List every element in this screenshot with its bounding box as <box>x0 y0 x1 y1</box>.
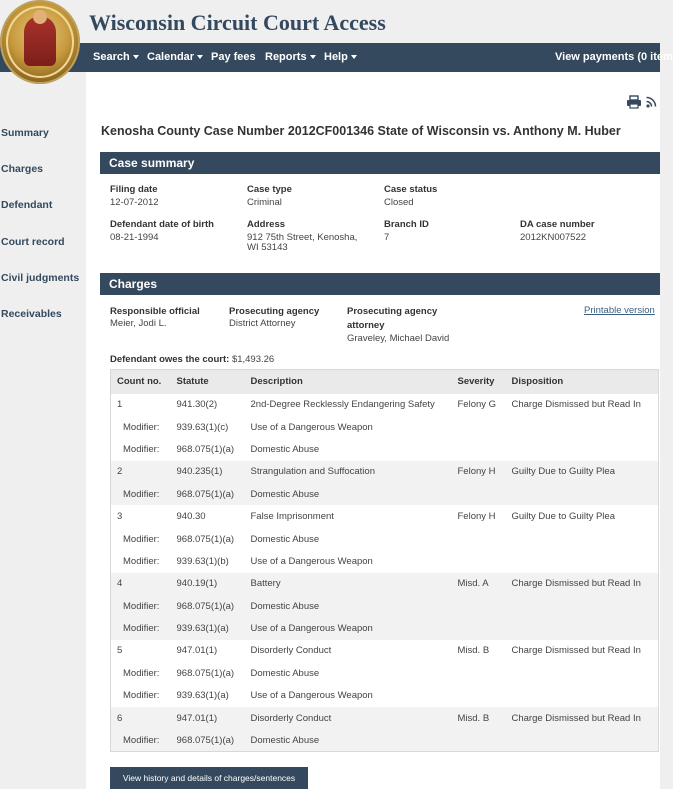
statute-cell: 941.30(2) <box>171 394 245 416</box>
modifier-label: Modifier: <box>111 617 171 639</box>
view-history-button[interactable]: View history and details of charges/sentences <box>110 767 308 789</box>
column-header-statute[interactable]: Statute <box>171 370 245 394</box>
statute-cell: 939.63(1)(a) <box>171 685 245 707</box>
modifier-row <box>111 595 659 617</box>
nav-search-label: Search <box>93 51 130 63</box>
chevron-down-icon <box>197 55 203 59</box>
table-row <box>111 505 659 527</box>
severity-cell <box>452 662 506 684</box>
description-cell: Use of a Dangerous Weapon <box>245 685 452 707</box>
modifier-label: Modifier: <box>111 729 171 751</box>
count-cell: 2 <box>111 461 171 483</box>
nav-help[interactable] <box>324 51 357 63</box>
amount-owed-value: $1,493.26 <box>231 354 275 365</box>
nav-pay-fees[interactable]: Pay fees <box>211 51 256 63</box>
nav-help-label: Help <box>324 51 348 63</box>
disposition-cell <box>506 528 659 550</box>
filing-date-label: Filing date <box>110 184 158 195</box>
disposition-cell <box>506 617 659 639</box>
table-row <box>111 573 659 595</box>
statute-cell: 939.63(1)(b) <box>171 550 245 572</box>
description-cell: 2nd-Degree Recklessly Endangering Safety <box>245 394 452 416</box>
description-cell: Use of a Dangerous Weapon <box>245 416 452 438</box>
rss-icon[interactable] <box>646 98 655 108</box>
address-line1: 912 75th Street, Kenosha, <box>247 232 358 243</box>
responsible-official-label: Responsible official <box>110 306 200 317</box>
disposition-cell <box>506 416 659 438</box>
severity-cell <box>452 595 506 617</box>
branch-id-value: 7 <box>384 232 390 243</box>
modifier-row <box>111 729 659 751</box>
column-header-disposition[interactable]: Disposition <box>506 370 659 394</box>
count-cell: 4 <box>111 573 171 595</box>
severity-cell: Felony G <box>452 394 506 416</box>
case-status-value: Closed <box>384 197 414 208</box>
agency-attorney-label-line1: Prosecuting agency <box>347 306 438 317</box>
description-cell: Disorderly Conduct <box>245 640 452 662</box>
severity-cell: Misd. B <box>452 640 506 662</box>
toolbar-icon-strip <box>626 95 660 109</box>
severity-cell: Felony H <box>452 461 506 483</box>
modifier-label: Modifier: <box>111 662 171 684</box>
description-cell: Domestic Abuse <box>245 662 452 684</box>
modifier-label: Modifier: <box>111 438 171 460</box>
modifier-label: Modifier: <box>111 416 171 438</box>
description-cell: Domestic Abuse <box>245 528 452 550</box>
dob-label: Defendant date of birth <box>110 219 214 230</box>
court-seal-logo[interactable] <box>0 0 80 84</box>
statute-cell: 939.63(1)(c) <box>171 416 245 438</box>
severity-cell <box>452 528 506 550</box>
statute-cell: 947.01(1) <box>171 640 245 662</box>
severity-cell <box>452 438 506 460</box>
modifier-label: Modifier: <box>111 528 171 550</box>
da-case-number-label: DA case number <box>520 219 595 230</box>
severity-cell: Felony H <box>452 505 506 527</box>
description-cell: Domestic Abuse <box>245 595 452 617</box>
branch-id-label: Branch ID <box>384 219 429 230</box>
statute-cell: 940.30 <box>171 505 245 527</box>
modifier-row <box>111 528 659 550</box>
nav-view-payments[interactable]: View payments (0 item <box>555 51 673 63</box>
sidebar-item-defendant[interactable]: Defendant <box>1 199 53 211</box>
sidebar-item-summary[interactable]: Summary <box>1 127 49 139</box>
count-cell: 6 <box>111 707 171 729</box>
charges-header: Charges <box>100 273 660 295</box>
chevron-down-icon <box>133 55 139 59</box>
case-status-label: Case status <box>384 184 438 195</box>
severity-cell <box>452 550 506 572</box>
column-header-severity[interactable]: Severity <box>452 370 506 394</box>
disposition-cell: Charge Dismissed but Read In <box>506 707 659 729</box>
modifier-label: Modifier: <box>111 595 171 617</box>
site-title[interactable]: Wisconsin Circuit Court Access <box>89 10 386 35</box>
address-line2: WI 53143 <box>247 242 288 253</box>
description-cell: Use of a Dangerous Weapon <box>245 550 452 572</box>
dob-value: 08-21-1994 <box>110 232 159 243</box>
nav-calendar-label: Calendar <box>147 51 195 63</box>
description-cell: Domestic Abuse <box>245 438 452 460</box>
statute-cell: 940.235(1) <box>171 461 245 483</box>
description-cell: Use of a Dangerous Weapon <box>245 617 452 639</box>
table-row <box>111 461 659 483</box>
site-header <box>0 0 660 43</box>
statute-cell: 968.075(1)(a) <box>171 729 245 751</box>
statute-cell: 968.075(1)(a) <box>171 662 245 684</box>
count-cell: 5 <box>111 640 171 662</box>
disposition-cell <box>506 550 659 572</box>
count-cell: 3 <box>111 505 171 527</box>
print-icon[interactable] <box>627 96 641 108</box>
disposition-cell: Charge Dismissed but Read In <box>506 640 659 662</box>
disposition-cell <box>506 685 659 707</box>
column-header-count[interactable]: Count no. <box>111 370 171 394</box>
description-cell: Strangulation and Suffocation <box>245 461 452 483</box>
table-header-row <box>111 370 659 394</box>
description-cell: Domestic Abuse <box>245 483 452 505</box>
modifier-label: Modifier: <box>111 483 171 505</box>
top-nav <box>0 43 673 72</box>
count-cell: 1 <box>111 394 171 416</box>
statute-cell: 968.075(1)(a) <box>171 528 245 550</box>
nav-reports[interactable] <box>265 51 316 63</box>
chevron-down-icon <box>351 55 357 59</box>
statute-cell: 947.01(1) <box>171 707 245 729</box>
toolbar-icons <box>626 95 660 114</box>
modifier-row <box>111 662 659 684</box>
modifier-label: Modifier: <box>111 550 171 572</box>
filing-date-value: 12-07-2012 <box>110 197 159 208</box>
case-type-label: Case type <box>247 184 292 195</box>
disposition-cell <box>506 483 659 505</box>
table-row <box>111 707 659 729</box>
table-row <box>111 394 659 416</box>
disposition-cell: Charge Dismissed but Read In <box>506 573 659 595</box>
amount-owed <box>110 354 274 365</box>
statute-cell: 968.075(1)(a) <box>171 438 245 460</box>
disposition-cell <box>506 438 659 460</box>
description-cell: Disorderly Conduct <box>245 707 452 729</box>
disposition-cell: Guilty Due to Guilty Plea <box>506 461 659 483</box>
severity-cell: Misd. A <box>452 573 506 595</box>
da-case-number-value: 2012KN007522 <box>520 232 587 243</box>
nav-calendar[interactable] <box>147 51 203 63</box>
agency-attorney-value: Graveley, Michael David <box>347 333 450 344</box>
sidebar-item-charges[interactable]: Charges <box>1 163 44 175</box>
severity-cell: Misd. B <box>452 707 506 729</box>
table-row <box>111 640 659 662</box>
severity-cell <box>452 685 506 707</box>
seal-figure-head <box>33 10 47 24</box>
case-summary-header: Case summary <box>100 152 660 174</box>
nav-search[interactable] <box>93 51 139 63</box>
nav-reports-label: Reports <box>265 51 307 63</box>
case-type-value: Criminal <box>247 197 282 208</box>
severity-cell <box>452 416 506 438</box>
main-panel <box>86 72 660 789</box>
disposition-cell <box>506 595 659 617</box>
charges-table <box>110 369 659 752</box>
printable-version-link[interactable]: Printable version <box>584 305 655 316</box>
chevron-down-icon <box>310 55 316 59</box>
disposition-cell <box>506 729 659 751</box>
responsible-official-value: Meier, Jodi L. <box>110 318 167 329</box>
modifier-row <box>111 438 659 460</box>
prosecuting-agency-value: District Attorney <box>229 318 296 329</box>
description-cell: False Imprisonment <box>245 505 452 527</box>
sidebar-item-court-record[interactable]: Court record <box>1 236 65 248</box>
statute-cell: 940.19(1) <box>171 573 245 595</box>
page-title: Kenosha County Case Number 2012CF001346 State of Wisconsin vs. Anthony M. Huber <box>101 124 621 138</box>
prosecuting-agency-label: Prosecuting agency <box>229 306 320 317</box>
severity-cell <box>452 729 506 751</box>
statute-cell: 939.63(1)(a) <box>171 617 245 639</box>
modifier-row <box>111 617 659 639</box>
sidebar-item-receivables[interactable]: Receivables <box>1 308 62 320</box>
modifier-label: Modifier: <box>111 685 171 707</box>
disposition-cell <box>506 662 659 684</box>
modifier-row <box>111 685 659 707</box>
modifier-row <box>111 550 659 572</box>
address-label: Address <box>247 219 286 230</box>
statute-cell: 968.075(1)(a) <box>171 595 245 617</box>
statute-cell: 968.075(1)(a) <box>171 483 245 505</box>
modifier-row <box>111 483 659 505</box>
modifier-row <box>111 416 659 438</box>
column-header-description[interactable]: Description <box>245 370 452 394</box>
disposition-cell: Charge Dismissed but Read In <box>506 394 659 416</box>
amount-owed-label: Defendant owes the court: <box>110 354 230 365</box>
agency-attorney-label-line2: attorney <box>347 320 385 331</box>
disposition-cell: Guilty Due to Guilty Plea <box>506 505 659 527</box>
description-cell: Domestic Abuse <box>245 729 452 751</box>
severity-cell <box>452 617 506 639</box>
description-cell: Battery <box>245 573 452 595</box>
sidebar-item-civil-judgments[interactable]: Civil judgments <box>1 272 80 284</box>
severity-cell <box>452 483 506 505</box>
